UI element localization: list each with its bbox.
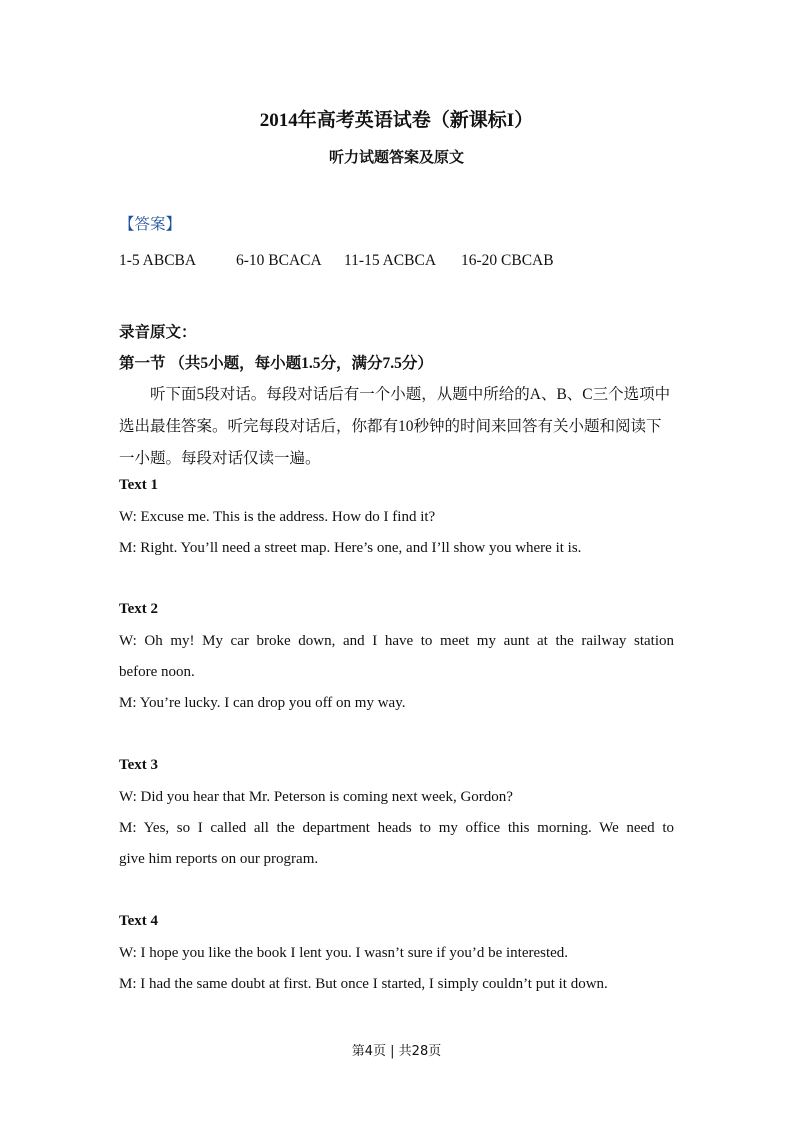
dialogue-line: before noon. [119, 664, 195, 680]
dialogue-line: M: Right. You’ll need a street map. Here’s one, and I’ll show you where it is. [119, 540, 582, 556]
dialogue-line: give him reports on our program. [119, 851, 319, 867]
section-instructions: 听下面5段对话。每段对话后有一个小题，从题中所给的A、B、C三个选项中选出最佳答案。听完每段对话后，你都有10秒钟的时间来回答有关小题和阅读下一小题。每段对话仅读一遍。 [119, 386, 671, 467]
text-heading: Text 2 [119, 601, 159, 617]
section-title: 第一节 （共5小题，每小题1.5分，满分7.5分） [119, 355, 433, 372]
dialogue-line: W: Excuse me. This is the address. How do I find it? [119, 509, 436, 525]
answer-label: 【答案】 [119, 216, 182, 233]
answer-group: 11-15 ACBCA [344, 252, 437, 269]
answer-group: 6-10 BCACA [236, 252, 322, 269]
answer-group: 1-5 ABCBA [119, 252, 197, 269]
document-subtitle: 听力试题答案及原文 [328, 150, 464, 166]
document-title: 2014年高考英语试卷（新课标I） [259, 110, 534, 131]
dialogue-line: M: I had the same doubt at first. But once I started, I simply couldn’t put it down. [119, 976, 608, 992]
text-heading: Text 3 [119, 757, 159, 773]
page-number: 第4页 | 共28页 [351, 1044, 442, 1059]
text-heading: Text 4 [119, 913, 159, 929]
transcript-label: 录音原文： [119, 324, 197, 341]
dialogue-line: M: You’re lucky. I can drop you off on my way. [119, 695, 406, 711]
dialogue-line: W: Oh my! My car broke down, and I have to meet my aunt at the railway station [119, 633, 674, 649]
dialogue-line: M: Yes, so I called all the department heads to my office this morning. We need to [119, 820, 674, 836]
answer-list [119, 252, 554, 270]
dialogue-line: W: I hope you like the book I lent you. I wasn’t sure if you’d be interested. [119, 945, 569, 961]
text-heading: Text 1 [119, 477, 159, 493]
answer-group: 16-20 CBCAB [461, 252, 554, 269]
dialogue-line: W: Did you hear that Mr. Peterson is coming next week, Gordon? [119, 789, 513, 805]
